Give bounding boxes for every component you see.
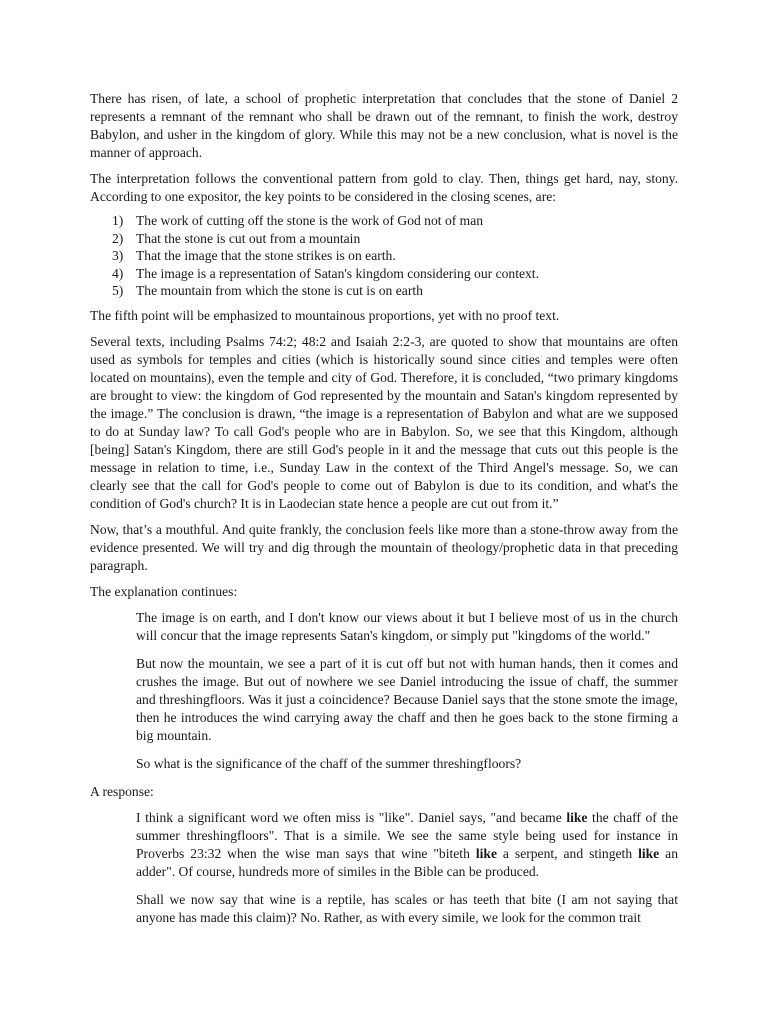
block-quote-response	[136, 809, 678, 927]
quote-paragraph: I think a significant word we often miss is "like". Daniel says, "and became like the chaff of the summer threshingfloors". That is a simile. We see the same style being used for instance in Proverbs 23:32 when the wise man says that wine "biteth like a serpent, and stingeth like an adder". Of course, hundreds more of similes in the Bible can be produced.	[136, 809, 678, 879]
several-texts-paragraph: Several texts, including Psalms 74:2; 48:2 and Isaiah 2:2-3, are quoted to show that mountains are often used as symbols for temples and cities (which is historically sound since cities and temples were often located on mountains), even the temple and city of God. Therefore, it is concluded, “two primary kingdoms are brought to view: the kingdom of God represented by the mountain and Satan's kingdom represented by the image.” The conclusion is drawn, “the image is a representation of Babylon and what are we supposed to do at Sunday law? To call God's people who are in Babylon. So, we see that this Kingdom, although [being] Satan's Kingdom, there are still God's people in it and the message that cuts out this people is the message in relation to time, i.e., Sunday Law in the context of the Third Angel's message. So, we can clearly see that the call for God's people to come out of Babylon is due to its condition, and what's the condition of God's church? It is in Laodecian state hence a people are cut out from it.”	[90, 333, 678, 511]
list-item: 1) The work of cutting off the stone is the work of God not of man	[112, 213, 484, 228]
response-paragraph: A response:	[90, 783, 154, 799]
block-quote-explanation	[136, 609, 678, 773]
quote-paragraph: Shall we now say that wine is a reptile, has scales or has teeth that bite (I am not saying that anyone has made this claim)? No. Rather, as with every simile, we look for the common trait	[136, 891, 678, 925]
list-item: 5) The mountain from which the stone is cut is on earth	[112, 283, 423, 299]
quote-paragraph: So what is the significance of the chaff of the summer threshingfloors?	[136, 755, 522, 771]
list-item: 3) That the image that the stone strikes is on earth.	[112, 248, 396, 264]
list-item: 4) The image is a representation of Satan's kingdom considering our context.	[112, 265, 539, 281]
emphasis-like: like	[638, 845, 660, 861]
fifth-point-paragraph: The fifth point will be emphasized to mountainous proportions, yet with no proof text.	[90, 307, 560, 323]
list-item: 2) That the stone is cut out from a mountain	[112, 230, 361, 246]
emphasis-like: like	[566, 809, 588, 825]
intro-paragraph: There has risen, of late, a school of prophetic interpretation that concludes that the stone of Daniel 2 represents a remnant of the remnant who shall be drawn out of the remnant, to finish the work, destroy Babylon, and usher in the kingdom of glory. While this may not be a new conclusion, what is novel is the manner of approach.	[90, 91, 678, 160]
emphasis-like: like	[475, 845, 497, 861]
key-points-list	[90, 212, 678, 300]
quote-paragraph: The image is on earth, and I don't know our views about it but I believe most of us in the church will concur that the image represents Satan's kingdom, or simply put "kingdoms of the world."	[136, 609, 678, 643]
mouthful-paragraph: Now, that’s a mouthful. And quite frankly, the conclusion feels like more than a stone-throw away from the evidence presented. We will try and dig through the mountain of theology/prophetic data in that preceding paragraph.	[90, 521, 678, 573]
pattern-paragraph: The interpretation follows the conventional pattern from gold to clay. Then, things get hard, nay, stony. According to one expositor, the key points to be considered in the closing scenes, are:	[90, 171, 678, 204]
continues-paragraph: The explanation continues:	[90, 583, 238, 599]
quote-paragraph: But now the mountain, we see a part of it is cut off but not with human hands, then it comes and crushes the image. But out of nowhere we see Daniel introducing the issue of chaff, the summer and threshingfloors. Was it just a coincidence? Because Daniel says that the stone smote the image, then he introduces the wind carrying away the chaff and then he goes back to the stone firming a big mountain.	[136, 655, 678, 743]
